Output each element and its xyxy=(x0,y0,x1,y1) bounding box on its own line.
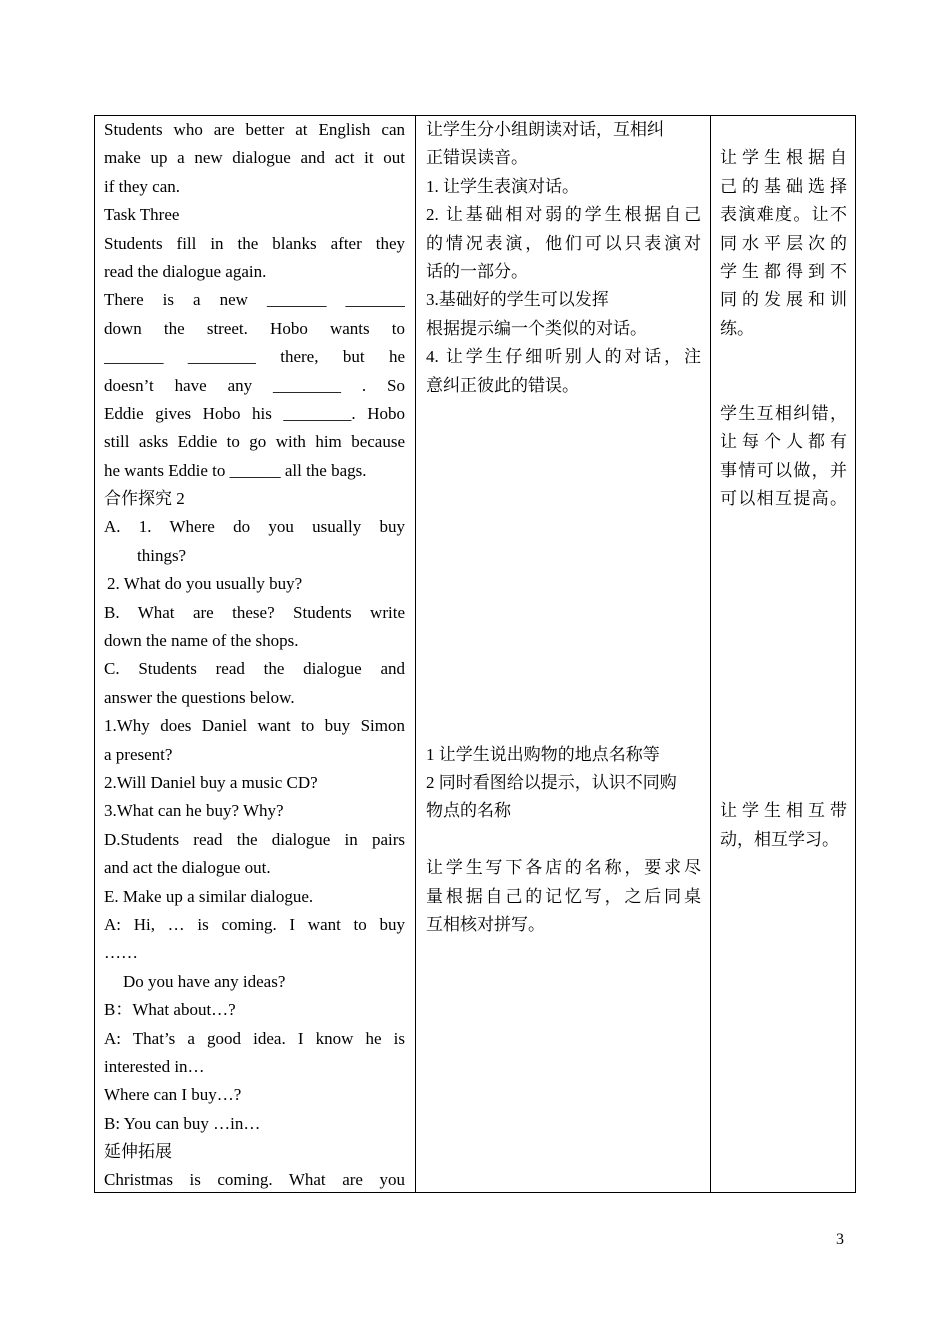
col3-text-line xyxy=(720,116,847,144)
col2-text-line: 1 让学生说出购物的地点名称等 xyxy=(426,744,660,764)
col3-text-line: 让学生相互带 xyxy=(720,801,847,821)
col1-text-line: 合作探究 2 xyxy=(104,489,185,509)
col2-text-line xyxy=(426,627,701,655)
col2-text-line: 4. 让学生仔细听别人的对话，注 xyxy=(426,347,701,367)
col2-text-line: 2 同时看图给以提示，认识不同购 xyxy=(426,772,677,792)
col2-text-line: 正错误读音。 xyxy=(426,148,528,168)
col3-text-line: 学生都得到不 xyxy=(720,261,847,281)
col3-text-line: 事情可以做，并 xyxy=(720,460,847,480)
col2-text-line xyxy=(426,428,701,456)
col1-text-line: 3.What can he buy? Why? xyxy=(104,801,284,821)
col1-text-line: B：What about…? xyxy=(104,1000,236,1020)
col1-text-line: down the name of the shops. xyxy=(104,631,299,651)
col1-text-line: Students fill in the blanks after they xyxy=(104,233,405,253)
col1-text-line: and act the dialogue out. xyxy=(104,858,271,878)
col1-text-line: read the dialogue again. xyxy=(104,261,267,281)
col1-text-line: Christmas is coming. What are you xyxy=(104,1170,405,1190)
col3-text-line xyxy=(720,599,847,627)
design-intent-column xyxy=(720,116,847,854)
activity-column xyxy=(104,116,405,1195)
col3-text-line xyxy=(720,542,847,570)
col2-text-line xyxy=(426,826,701,854)
col3-text-line xyxy=(720,627,847,655)
col1-text-line: A: That’s a good idea. I know he is xyxy=(104,1028,405,1048)
col2-text-line: 根据提示编一个类似的对话。 xyxy=(426,318,647,338)
col1-text-line: if they can. xyxy=(104,176,180,196)
col1-text-line: 2. What do you usually buy? xyxy=(107,574,303,594)
col3-text-line xyxy=(720,513,847,541)
col3-text-line xyxy=(720,655,847,683)
col1-text-line: 延伸拓展 xyxy=(104,1142,172,1162)
col3-text-line xyxy=(720,684,847,712)
col3-text-line xyxy=(720,712,847,740)
teacher-activity-column xyxy=(426,116,701,939)
col3-text-line xyxy=(720,372,847,400)
page-number: 3 xyxy=(836,1231,844,1248)
col2-text-line: 话的一部分。 xyxy=(426,261,528,281)
col1-text-line: _______ ________ there, but he xyxy=(104,347,405,367)
col2-text-line xyxy=(426,684,701,712)
col3-text-line: 动，相互学习。 xyxy=(720,829,839,849)
col3-text-line xyxy=(720,570,847,598)
col2-text-line: 3.基础好的学生可以发挥 xyxy=(426,290,609,310)
col2-text-line xyxy=(426,655,701,683)
col3-text-line xyxy=(720,741,847,769)
col1-text-line: doesn’t have any ________ . So xyxy=(104,375,405,395)
lesson-table xyxy=(94,115,856,1193)
col1-text-line: Students who are better at English can xyxy=(104,120,405,139)
col1-text-line: …… xyxy=(104,943,138,963)
col1-text-line: Eddie gives Hobo his ________. Hobo xyxy=(104,403,405,423)
col2-text-line: 量根据自己的记忆写，之后同桌 xyxy=(426,886,701,906)
col3-text-line xyxy=(720,769,847,797)
col3-text-line: 己的基础选择 xyxy=(720,176,847,196)
col3-text-line: 同水平层次的 xyxy=(720,233,847,253)
col1-text-line: still asks Eddie to go with him because xyxy=(104,432,405,452)
col1-text-line: A: Hi, … is coming. I want to buy xyxy=(104,914,405,934)
col2-text-line xyxy=(426,513,701,541)
col2-text-line: 的情况表演，他们可以只表演对 xyxy=(426,233,701,253)
col3-text-line: 表演难度。让不 xyxy=(720,205,847,225)
column-divider xyxy=(710,116,711,1192)
col1-text-line: B: You can buy …in… xyxy=(104,1113,261,1133)
col2-text-line: 意纠正彼此的错误。 xyxy=(426,375,579,395)
col1-text-line: B. What are these? Students write xyxy=(104,602,405,622)
col1-text-line: There is a new _______ _______ xyxy=(104,290,405,310)
col1-text-line: he wants Eddie to ______ all the bags. xyxy=(104,460,367,480)
col2-text-line: 物点的名称 xyxy=(426,801,511,821)
col2-text-line: 2. 让基础相对弱的学生根据自己 xyxy=(426,205,701,225)
col2-text-line xyxy=(426,570,701,598)
col2-text-line xyxy=(426,599,701,627)
col2-text-line xyxy=(426,485,701,513)
col2-text-line: 1. 让学生表演对话。 xyxy=(426,176,579,196)
col1-text-line: things? xyxy=(137,545,187,565)
col1-text-line: A. 1. Where do you usually buy xyxy=(104,517,405,537)
col1-text-line: C. Students read the dialogue and xyxy=(104,659,405,679)
col1-text-line: answer the questions below. xyxy=(104,687,295,707)
col1-text-line: interested in… xyxy=(104,1056,205,1076)
col2-text-line xyxy=(426,400,701,428)
col3-text-line: 练。 xyxy=(720,318,754,338)
col3-text-line: 同的发展和训 xyxy=(720,290,847,310)
col2-text-line: 让学生分小组朗读对话，互相纠 xyxy=(426,120,664,139)
col2-text-line xyxy=(426,712,701,740)
col1-text-line: Do you have any ideas? xyxy=(123,971,286,991)
col3-text-line: 让学生根据自 xyxy=(720,148,847,168)
col2-text-line: 互相核对拼写。 xyxy=(426,914,545,934)
col3-text-line xyxy=(720,343,847,371)
col2-text-line: 让学生写下各店的名称，要求尽 xyxy=(426,858,701,878)
col1-text-line: E. Make up a similar dialogue. xyxy=(104,886,314,906)
col3-text-line: 学生互相纠错， xyxy=(720,403,847,423)
col1-text-line: make up a new dialogue and act it out xyxy=(104,148,405,168)
col1-text-line: Where can I buy…? xyxy=(104,1085,242,1105)
col1-text-line: Task Three xyxy=(104,205,180,225)
col1-text-line: a present? xyxy=(104,744,173,764)
col1-text-line: D.Students read the dialogue in pairs xyxy=(104,829,405,849)
col1-text-line: 2.Will Daniel buy a music CD? xyxy=(104,772,318,792)
col3-text-line: 可以相互提高。 xyxy=(720,489,847,509)
column-divider xyxy=(415,116,416,1192)
col2-text-line xyxy=(426,542,701,570)
col1-text-line: 1.Why does Daniel want to buy Simon xyxy=(104,716,405,736)
col1-text-line: down the street. Hobo wants to xyxy=(104,318,405,338)
col2-text-line xyxy=(426,457,701,485)
col3-text-line: 让每个人都有 xyxy=(720,432,847,452)
